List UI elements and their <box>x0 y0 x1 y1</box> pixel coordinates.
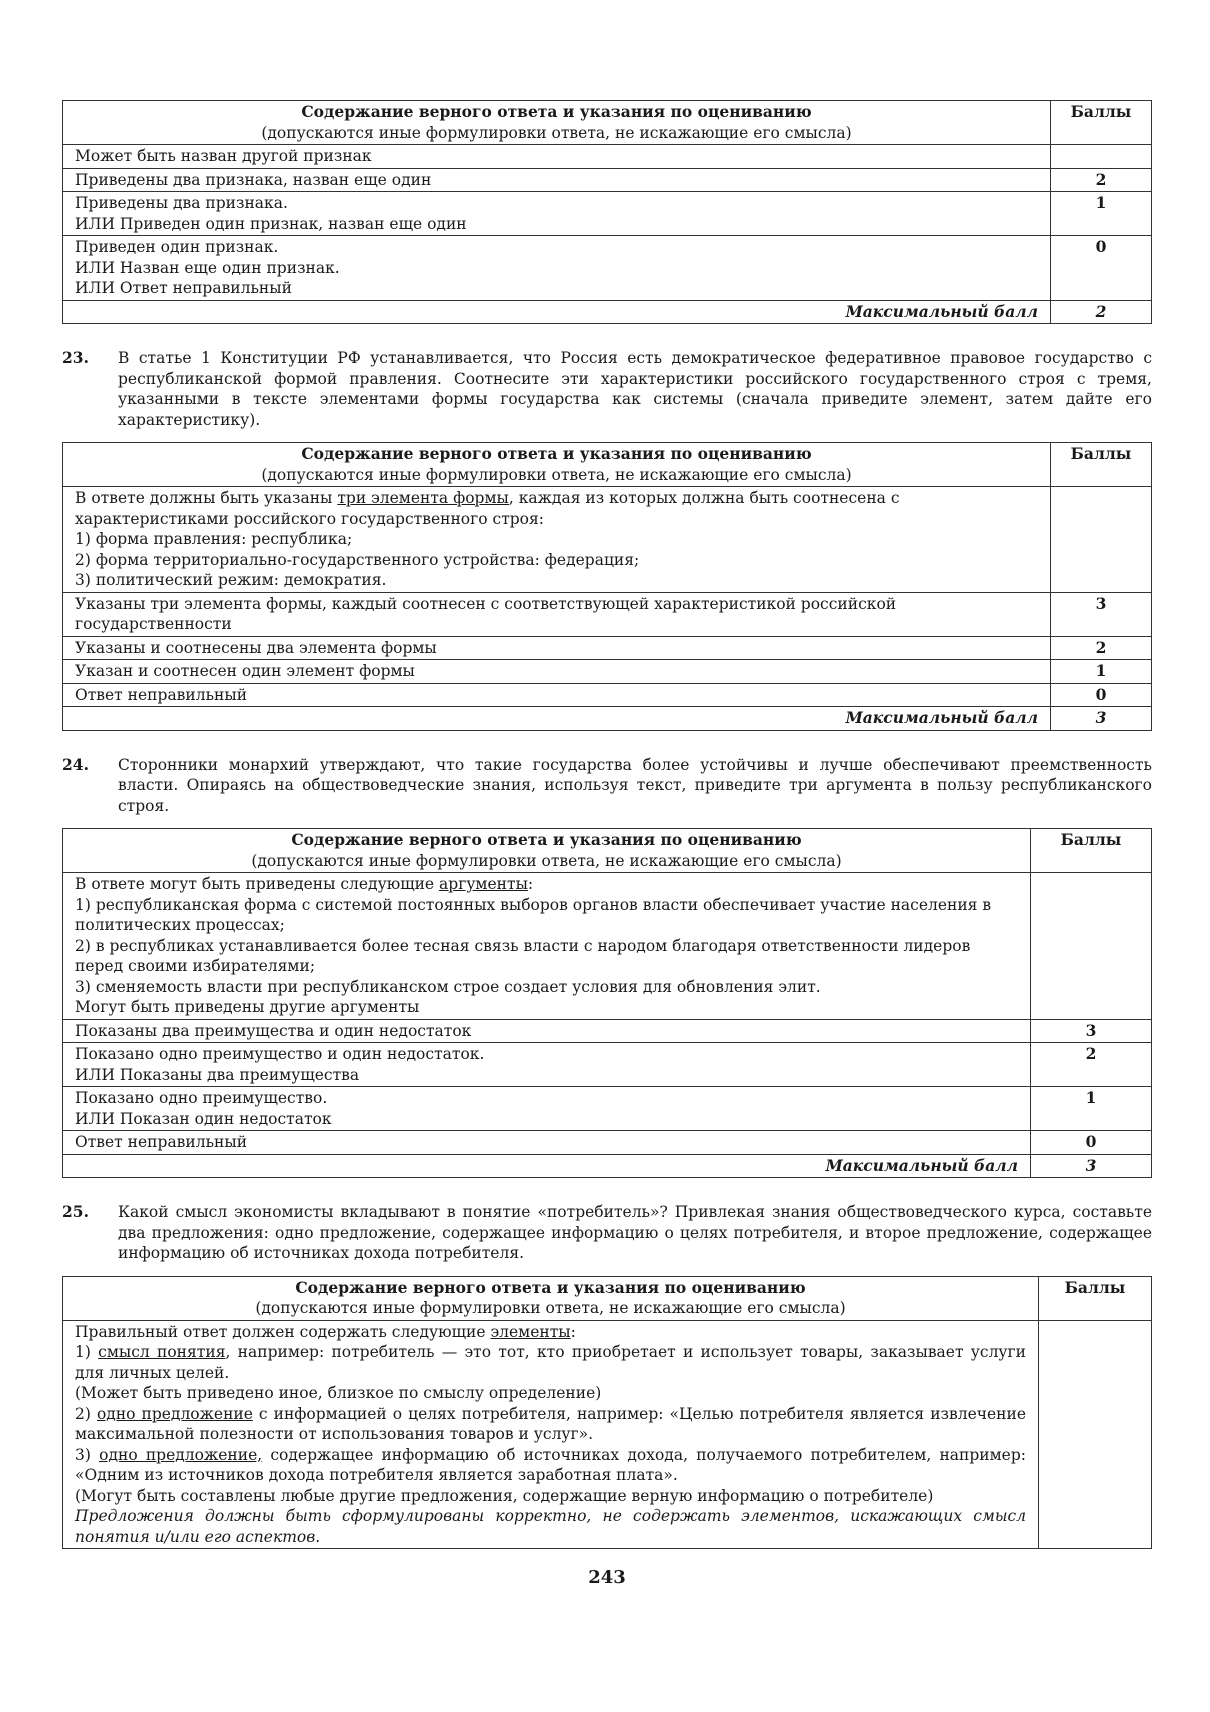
score-cell: 0 <box>1051 236 1152 301</box>
content-header-subtitle: (допускаются иные формулировки ответа, не искажающие его смысла) <box>255 1299 846 1317</box>
intro-text: : <box>527 875 534 893</box>
score-column-header: Баллы <box>1039 1276 1152 1320</box>
table-row <box>63 1087 1152 1131</box>
content-column-header <box>63 443 1051 487</box>
score-cell <box>1039 1320 1152 1549</box>
task-23 <box>62 348 1152 430</box>
criterion-line: Показано одно преимущество. <box>75 1089 328 1107</box>
criterion-line: Может быть назван другой признак <box>75 147 372 165</box>
max-score-row <box>63 707 1152 731</box>
table-row <box>63 660 1152 684</box>
intro-text: Правильный ответ должен содержать следующие <box>75 1322 491 1341</box>
task-number: 24. <box>62 754 89 774</box>
item-prefix: 2) <box>75 1404 97 1423</box>
intro-text: В ответе могут быть приведены следующие <box>75 875 440 893</box>
criterion-line: ИЛИ Показаны два преимущества <box>75 1065 360 1084</box>
criterion-cell <box>63 1087 1031 1131</box>
table-row <box>63 192 1152 236</box>
score-cell <box>1051 487 1152 593</box>
score-cell: 3 <box>1051 592 1152 636</box>
table-header-row <box>63 1276 1152 1320</box>
criterion-line: ИЛИ Приведен один признак, назван еще один <box>75 214 467 233</box>
criterion-cell <box>63 1131 1031 1155</box>
content-header-subtitle: (допускаются иные формулировки ответа, не искажающие его смысла) <box>251 851 842 870</box>
item-text: с информацией о целях потребителя, например: «Целью потребителя является извлечение максимальной полезности от использования товаров и услуг». <box>75 1404 1026 1443</box>
score-column-header: Баллы <box>1051 101 1152 145</box>
item-text: , например: потребитель — это тот, кто приобретает и использует товары, заказывает услуги для личных целей. <box>75 1343 1027 1382</box>
criterion-line: Приведены два признака. <box>75 194 288 212</box>
content-column-header <box>63 829 1031 873</box>
score-column-header: Баллы <box>1031 829 1152 873</box>
score-cell: 1 <box>1051 660 1152 684</box>
table-row <box>63 1043 1152 1087</box>
max-score-value: 3 <box>1031 1154 1152 1178</box>
answer-content-cell <box>63 873 1031 1020</box>
intro-text: , каждая из которых должна быть соотнесена с характеристиками российского государственного строя: <box>75 489 900 528</box>
score-column-header: Баллы <box>1051 443 1152 487</box>
item-key-term: одно предложение, <box>99 1445 263 1464</box>
answer-item <box>75 1445 1026 1486</box>
content-intro <box>75 1322 1026 1343</box>
answer-item: 3) сменяемость власти при республиканском строе создает условия для обновления элит. <box>75 977 821 996</box>
task-text: В статье 1 Конституции РФ устанавливается, что Россия есть демократическое федеративное правовое государство с республиканской формой правления. Соотнесите эти характеристики российского государственного строя с тремя, указанными в тексте элементами формы государства как системы (сначала приведите элемент, затем дайте его характеристику). <box>118 349 1152 429</box>
answer-item: 2) форма территориально-государственного устройства: федерация; <box>75 550 640 569</box>
answer-item <box>75 1342 1026 1383</box>
score-cell: 3 <box>1031 1019 1152 1043</box>
criterion-cell <box>63 145 1051 169</box>
intro-underlined: элементы <box>490 1322 571 1341</box>
table-row <box>63 683 1152 707</box>
max-score-label: Максимальный балл <box>63 1154 1031 1178</box>
table-header-row <box>63 443 1152 487</box>
criterion-cell <box>63 236 1051 301</box>
task-25 <box>62 1202 1152 1264</box>
item-prefix: 3) <box>75 1445 100 1464</box>
answer-item <box>75 1404 1026 1445</box>
answer-content-row <box>63 1320 1152 1549</box>
intro-text: : <box>570 1322 576 1341</box>
score-cell: 2 <box>1051 636 1152 660</box>
answer-content-cell <box>63 487 1051 593</box>
table-row <box>63 636 1152 660</box>
criterion-line: ИЛИ Ответ неправильный <box>75 279 292 297</box>
content-column-header <box>63 1276 1039 1320</box>
criterion-line: Показаны два преимущества и один недостаток <box>75 1021 472 1040</box>
criterion-cell <box>63 168 1051 192</box>
intro-underlined: три элемента формы <box>337 489 509 507</box>
answer-item: 3) политический режим: демократия. <box>75 571 387 589</box>
item-text: содержащее информацию об источниках дохода, получаемого потребителем, например: «Одним из источников дохода потребителя является заработная плата». <box>75 1445 1026 1484</box>
score-cell: 1 <box>1031 1087 1152 1131</box>
grading-table-23 <box>62 442 1152 731</box>
max-score-label: Максимальный балл <box>63 300 1051 324</box>
task-text: Сторонники монархий утверждают, что такие государства более устойчивы и лучше обеспечивают преемственность власти. Опираясь на обществоведческие знания, используя текст, приведите три аргумента в пользу республиканского строя. <box>118 755 1152 815</box>
table-row <box>63 592 1152 636</box>
criterion-cell: Указаны три элемента формы, каждый соотнесен с соответствующей характеристикой российской государственности <box>63 592 1051 636</box>
criterion-cell <box>63 192 1051 236</box>
max-score-row <box>63 300 1152 324</box>
task-text: Какой смысл экономисты вкладывают в понятие «потребитель»? Привлекая знания обществоведческого курса, составьте два предложения: одно предложение, содержащее информацию о целях потребителя, и второе предложение, содержащее информацию об источниках дохода потребителя. <box>118 1203 1152 1262</box>
max-score-row <box>63 1154 1152 1178</box>
item-key-term: смысл понятия <box>98 1343 226 1361</box>
score-cell <box>1031 873 1152 1020</box>
answer-item: 1) форма правления: республика; <box>75 530 353 548</box>
table-header-row <box>63 829 1152 873</box>
answer-note: (Могут быть составлены любые другие предложения, содержащие верную информацию о потребителе) <box>75 1486 934 1505</box>
criterion-line: Приведен один признак. <box>75 238 279 256</box>
criterion-line: ИЛИ Назван еще один признак. <box>75 258 340 277</box>
criterion-line: Показано одно преимущество и один недостаток. <box>75 1045 485 1063</box>
table-row <box>63 1131 1152 1155</box>
grading-table-25 <box>62 1276 1152 1550</box>
answer-content-row <box>63 487 1152 593</box>
max-score-value: 3 <box>1051 707 1152 731</box>
intro-underlined: аргументы <box>439 875 528 893</box>
table-row <box>63 168 1152 192</box>
content-intro <box>75 875 533 893</box>
answer-content-cell <box>63 1320 1039 1549</box>
score-cell: 2 <box>1031 1043 1152 1087</box>
task-24 <box>62 755 1152 817</box>
criterion-cell: Указаны и соотнесены два элемента формы <box>63 636 1051 660</box>
grading-table-24 <box>62 828 1152 1178</box>
answer-item: 2) в республиках устанавливается более тесная связь власти с народом благодаря ответственности лидеров перед своими избирателями; <box>75 936 971 975</box>
content-intro <box>75 489 900 528</box>
content-header-subtitle: (допускаются иные формулировки ответа, не искажающие его смысла) <box>261 465 852 484</box>
grading-table-22 <box>62 100 1152 324</box>
criterion-cell: Ответ неправильный <box>63 683 1051 707</box>
score-cell: 0 <box>1031 1131 1152 1155</box>
content-column-header <box>63 101 1051 145</box>
criterion-cell: Указан и соотнесен один элемент формы <box>63 660 1051 684</box>
criterion-line: Приведены два признака, назван еще один <box>75 170 432 189</box>
content-header-title: Содержание верного ответа и указания по оцениванию <box>291 830 802 849</box>
table-row <box>63 145 1152 169</box>
table-row <box>63 1019 1152 1043</box>
score-cell: 1 <box>1051 192 1152 236</box>
answer-note: (Может быть приведено иное, близкое по смыслу определение) <box>75 1384 602 1402</box>
document-page <box>62 100 1152 1588</box>
content-header-title: Содержание верного ответа и указания по оцениванию <box>295 1277 806 1297</box>
table-row <box>63 236 1152 301</box>
max-score-label: Максимальный балл <box>63 707 1051 731</box>
criterion-cell <box>63 1019 1031 1043</box>
content-header-title: Содержание верного ответа и указания по оцениванию <box>301 102 812 121</box>
score-cell <box>1051 145 1152 169</box>
item-key-term: одно предложение <box>96 1404 253 1423</box>
criterion-cell <box>63 1043 1031 1087</box>
intro-text: В ответе должны быть указаны <box>75 489 338 507</box>
answer-content-row <box>63 873 1152 1020</box>
max-score-value: 2 <box>1051 300 1152 324</box>
italic-requirement-note: Предложения должны быть сформулированы корректно, не содержать элементов, искажающих смысл понятия и/или его аспектов. <box>75 1507 1026 1546</box>
item-prefix: 1) <box>75 1343 99 1361</box>
score-cell: 2 <box>1051 168 1152 192</box>
score-cell: 0 <box>1051 683 1152 707</box>
content-header-title: Содержание верного ответа и указания по оцениванию <box>301 444 812 463</box>
content-header-subtitle: (допускаются иные формулировки ответа, не искажающие его смысла) <box>261 123 852 142</box>
criterion-line: Ответ неправильный <box>75 1133 248 1151</box>
answer-note: Могут быть приведены другие аргументы <box>75 998 420 1016</box>
criterion-line: ИЛИ Показан один недостаток <box>75 1109 332 1128</box>
table-header-row <box>63 101 1152 145</box>
task-number: 25. <box>62 1202 89 1221</box>
page-number: 243 <box>588 1567 626 1588</box>
task-number: 23. <box>62 348 89 367</box>
answer-item: 1) республиканская форма с системой постоянных выборов органов власти обеспечивает участие населения в политических процессах; <box>75 895 992 934</box>
